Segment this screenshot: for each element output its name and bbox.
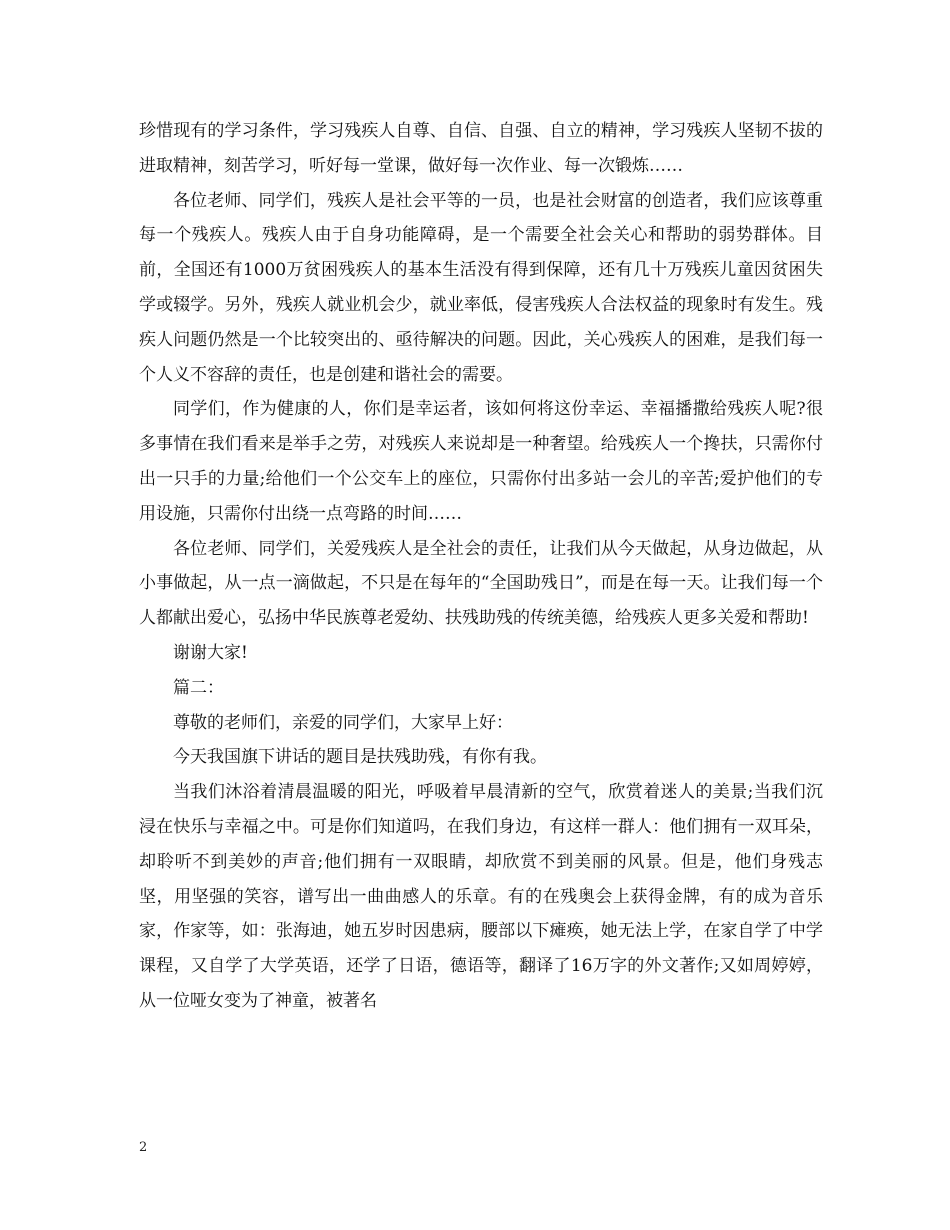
document-body: [139, 114, 823, 1019]
paragraph-4: 各位老师、同学们，关爱残疾人是全社会的责任，让我们从今天做起，从身边做起，从小事做起，从一点一滴做起，不只是在每年的“全国助残日”，而是在每一天。让我们每一个人都献出爱心，弘扬中华民族尊老爱幼、扶残助残的传统美德，给残疾人更多关爱和帮助!: [139, 538, 823, 629]
paragraph-topic: 今天我国旗下讲话的题目是扶残助残，有你有我。: [173, 747, 547, 768]
paragraph-greeting: 尊敬的老师们，亲爱的同学们，大家早上好：: [173, 712, 513, 733]
paragraph-9: 当我们沐浴着清晨温暖的阳光，呼吸着早晨清新的空气，欣赏着迷人的美景;当我们沉浸在快乐与幸福之中。可是你们知道吗，在我们身边，有这样一群人：他们拥有一双耳朵，却聆听不到美妙的声音;他们拥有一双眼睛，却欣赏不到美丽的风景。但是，他们身残志坚，用坚强的笑容，谱写出一曲曲感人的乐章。有的在残奥会上获得金牌，有的成为音乐家，作家等，如：张海迪，她五岁时因患病，腰部以下瘫痪，她无法上学，在家自学了中学课程，又自学了大学英语，还学了日语，德语等，翻译了16万字的外文著作;又如周婷婷，从一位哑女变为了神童，被著名: [139, 782, 823, 1011]
paragraph-3: 同学们，作为健康的人，你们是幸运者，该如何将这份幸运、幸福播撒给残疾人呢?很多事情在我们看来是举手之劳，对残疾人来说却是一种奢望。给残疾人一个搀扶，只需你付出一只手的力量;给他们一个公交车上的座位，只需你付出多站一会儿的辛苦;爱护他们的专用设施，只需你付出绕一点弯路的时间……: [139, 399, 823, 524]
page-number: 2: [139, 1140, 148, 1155]
section-heading: 篇二：: [173, 677, 224, 698]
paragraph-5: 谢谢大家!: [173, 642, 248, 663]
paragraph-1: 珍惜现有的学习条件，学习残疾人自尊、自信、自强、自立的精神，学习残疾人坚韧不拔的进取精神，刻苦学习，听好每一堂课，做好每一次作业、每一次锻炼……: [139, 121, 823, 176]
paragraph-2: 各位老师、同学们，残疾人是社会平等的一员，也是社会财富的创造者，我们应该尊重每一个残疾人。残疾人由于自身功能障碍，是一个需要全社会关心和帮助的弱势群体。目前，全国还有1000万贫困残疾人的基本生活没有得到保障，还有几十万残疾儿童因贫困失学或辍学。另外，残疾人就业机会少，就业率低，侵害残疾人合法权益的现象时有发生。残疾人问题仍然是一个比较突出的、亟待解决的问题。因此，关心残疾人的困难，是我们每一个人义不容辞的责任，也是创建和谐社会的需要。: [139, 190, 823, 385]
